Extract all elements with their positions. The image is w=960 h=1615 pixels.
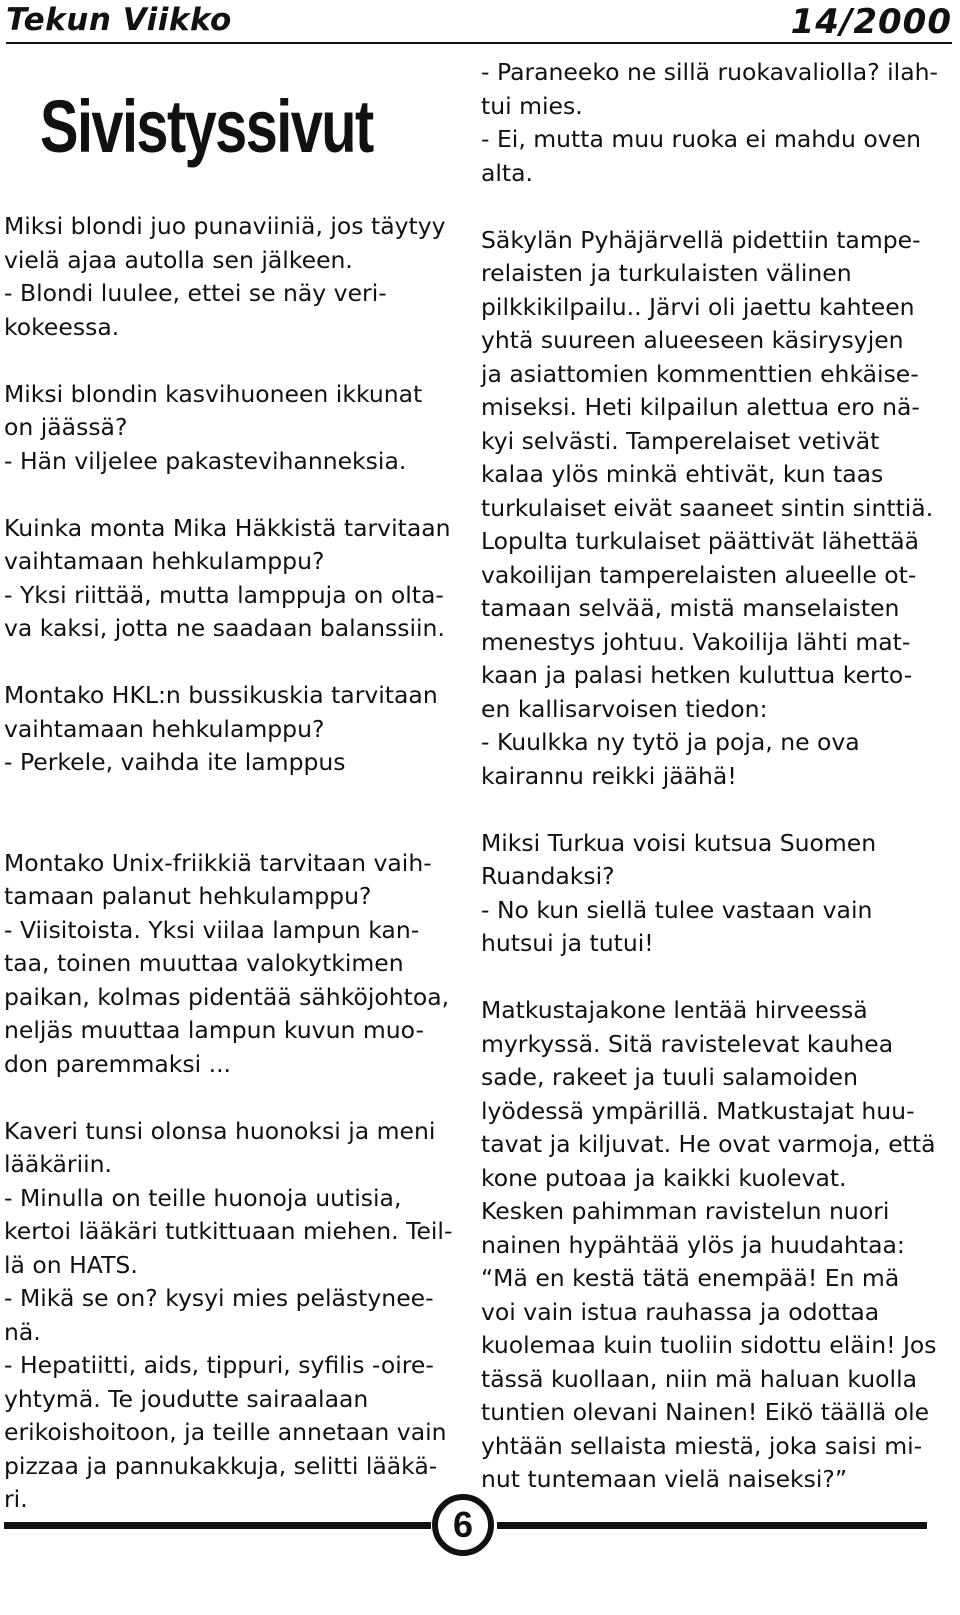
paragraph-gap	[481, 961, 933, 995]
paragraph-gap	[4, 780, 464, 814]
text-line: menestys johtuu. Vakoilija lähti mat-	[481, 627, 911, 656]
paragraph-gap	[4, 478, 464, 512]
text-line: kyi selvästi. Tamperelaiset vetivät	[481, 426, 880, 455]
left-column	[4, 210, 464, 1517]
text-line: - Perkele, vaihda ite lamppus	[4, 748, 346, 776]
text-line: taa, toinen muuttaa valokytkimen	[4, 949, 404, 977]
text-line: - Viisitoista. Yksi viilaa lampun kan-	[4, 915, 420, 944]
text-line: - Paraneeko ne sillä ruokavaliolla? ilah-	[481, 58, 938, 86]
text-line: - Mikä se on? kysyi mies pelästynee-	[4, 1284, 434, 1312]
text-line: Miksi blondi juo punaviiniä, jos täytyy	[4, 212, 446, 240]
paragraph-gap	[4, 344, 464, 378]
text-line: en kallisarvoisen tiedon:	[481, 694, 768, 723]
text-line: ja asiattomien kommenttien ehkäise-	[481, 359, 919, 388]
text-line: paikan, kolmas pidentää sähköjohtoa,	[4, 982, 450, 1011]
text-line: - Blondi luulee, ettei se näy veri-	[4, 279, 387, 307]
text-line: va kaksi, jotta ne saadaan balanssiin.	[4, 614, 445, 642]
text-line: - No kun siellä tulee vastaan vain	[481, 895, 873, 924]
text-line: neljäs muuttaa lampun kuvun muo-	[4, 1016, 424, 1044]
right-column	[481, 56, 938, 1497]
text-line: alta.	[481, 158, 534, 187]
text-line: kaan ja palasi hetken kuluttua kerto-	[481, 661, 913, 689]
text-line: Ruandaksi?	[481, 862, 615, 890]
text-line: kalaa ylös minkä ehtivät, kun taas	[481, 460, 884, 488]
text-line: sade, rakeet ja tuuli salamoiden	[481, 1063, 858, 1091]
text-line: lääkäriin.	[4, 1150, 113, 1178]
text-line: Säkylän Pyhäjärvellä pidettiin tampe-	[481, 225, 921, 254]
text-line: Kaveri tunsi olonsa huonoksi ja meni	[4, 1116, 436, 1145]
text-line: lyödessä ympärillä. Matkustajat huu-	[481, 1096, 915, 1125]
text-line: ri.	[4, 1485, 28, 1513]
text-line: pizzaa ja pannukakkuja, selitti lääkä-	[4, 1451, 438, 1480]
footer-rule-right	[497, 1522, 927, 1529]
text-line: yhtä suureen alueeseen käsirysyjen	[481, 326, 904, 354]
page-title: Sivistyssivut	[40, 85, 373, 168]
text-line: erikoishoitoon, ja teille annetaan vain	[4, 1418, 447, 1446]
text-line: - Yksi riittää, mutta lamppuja on olta-	[4, 580, 444, 609]
paragraph-gap	[4, 1081, 464, 1115]
paragraph-gap	[4, 646, 464, 680]
text-line: kuolemaa kuin tuoliin sidottu eläin! Jos	[481, 1331, 937, 1359]
text-line: - Hepatiitti, aids, tippuri, syfilis -oire-	[4, 1351, 434, 1379]
text-line: - Kuulkka ny tytö ja poja, ne ova	[481, 728, 860, 756]
text-line: yhtymä. Te joudutte sairaalaan	[4, 1384, 369, 1413]
text-line: tässä kuollaan, niin mä haluan kuolla	[481, 1364, 918, 1393]
text-line: - Minulla on teille huonoja uutisia,	[4, 1183, 402, 1212]
text-line: tamaan palanut hehkulamppu?	[4, 882, 372, 910]
text-line: kertoi lääkäri tutkittuaan miehen. Teil-	[4, 1217, 453, 1245]
header-rule	[6, 42, 952, 44]
text-line: kone putoaa ja kaikki kuolevat.	[481, 1163, 847, 1192]
text-line: voi vain istua rauhassa ja odottaa	[481, 1297, 880, 1326]
footer-rule-left	[4, 1522, 431, 1529]
text-line: nainen hypähtää ylös ja huudahtaa:	[481, 1230, 905, 1259]
text-line: pilkkikilpailu.. Järvi oli jaettu kahteen	[481, 292, 915, 321]
text-line: miseksi. Heti kilpailun alettua ero nä-	[481, 393, 920, 421]
text-line: vakoilijan tamperelaisten alueelle ot-	[481, 560, 917, 589]
text-line: vaihtamaan hehkulamppu?	[4, 714, 325, 743]
text-line: don paremmaksi ...	[4, 1049, 232, 1078]
text-line: turkulaiset eivät saaneet sintin sinttiä.	[481, 493, 934, 522]
text-line: Kuinka monta Mika Häkkistä tarvitaan	[4, 513, 451, 542]
page-number-badge	[432, 1494, 494, 1556]
text-line: tamaan selvää, mistä manselaisten	[481, 594, 900, 622]
text-line: lä on HATS.	[4, 1250, 138, 1279]
text-line: Kesken pahimman ravistelun nuori	[481, 1197, 890, 1225]
text-line: Lopulta turkulaiset päättivät lähettää	[481, 527, 920, 555]
text-line: nä.	[4, 1317, 41, 1346]
text-line: kokeessa.	[4, 312, 120, 341]
text-line: “Mä en kestä tätä enempää! En mä	[481, 1264, 900, 1292]
page-number: 6	[452, 1504, 474, 1545]
text-line: Montako HKL:n bussikuskia tarvitaan	[4, 681, 438, 709]
text-line: Montako Unix-friikkiä tarvitaan vaih-	[4, 848, 432, 877]
text-line: vielä ajaa autolla sen jälkeen.	[4, 245, 353, 274]
text-line: tui mies.	[481, 91, 583, 120]
text-line: myrkyssä. Sitä ravistelevat kauhea	[481, 1029, 894, 1058]
text-line: relaisten ja turkulaisten välinen	[481, 259, 852, 287]
text-line: kairannu reikki jäähä!	[481, 761, 737, 790]
paragraph-gap	[481, 793, 933, 827]
text-line: vaihtamaan hehkulamppu?	[4, 547, 325, 575]
text-line: tuntien olevani Nainen! Eikö täällä ole	[481, 1398, 930, 1426]
paragraph-gap	[481, 190, 933, 224]
text-line: Miksi blondin kasvihuoneen ikkunat	[4, 379, 423, 408]
text-line: Matkustajakone lentää hirveessä	[481, 996, 868, 1024]
text-line: Miksi Turkua voisi kutsua Suomen	[481, 828, 877, 857]
text-line: nut tuntemaan vielä naiseksi?”	[481, 1465, 848, 1493]
text-line: tavat ja kiljuvat. He ovat varmoja, että	[481, 1130, 936, 1158]
text-line: - Ei, mutta muu ruoka ei mahdu oven	[481, 125, 922, 153]
text-line: hutsui ja tutui!	[481, 929, 654, 957]
paragraph-gap	[4, 813, 464, 847]
text-line: yhtään sellaista miestä, joka saisi mi-	[481, 1431, 923, 1460]
issue-number: 14/2000	[790, 2, 952, 42]
text-line: - Hän viljelee pakastevihanneksia.	[4, 446, 407, 475]
publication-name: Tekun Viikko	[6, 2, 232, 38]
text-line: on jäässä?	[4, 413, 128, 441]
